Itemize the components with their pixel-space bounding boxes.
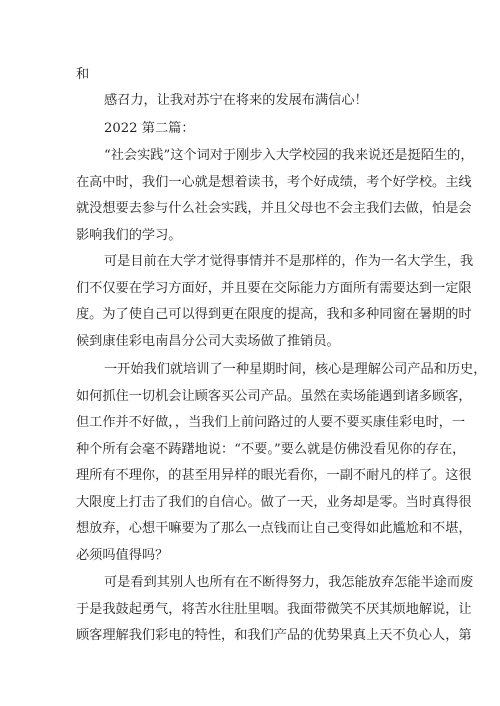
text-line: 就没想要去参与什么社会实践，并且父母也不会主我们去做，怕是会 (76, 201, 472, 216)
text-line: 于是我鼓起勇气，将苦水往肚里咽。我面带微笑不厌其烦地解说，让 (76, 602, 472, 617)
text-line: 度。为了使自己可以得到更在限度的提高，我和多种同窗在暑期的时 (76, 307, 472, 322)
text-line: 在高中时，我们一心就是想着读书，考个好成绩，考个好学校。主线 (76, 175, 472, 190)
text-line: 大限度上打击了我们的自信心。做了一天，业务却是零。当时真得很 (76, 495, 472, 510)
text-line: “社会实践”这个词对于刚步入大学校园的我来说还是挺陌生的， (104, 148, 474, 163)
text-line: 但工作并不好做，，当我们上前问路过的人要不要买康佳彩电时，一 (76, 415, 466, 430)
text-line: 理所有不理你，的甚至用异样的眼光看你，一副不耐凡的样了。这很 (76, 468, 472, 483)
text-line: 可是目前在大学才觉得事情并不是那样的，作为一名大学生，我 (104, 254, 474, 269)
text-line: 顾客理解我们彩电的特性，和我们产品的优势果真上天不负心人，第 (76, 628, 472, 643)
text-line: 感召力，让我对苏宁在将来的发展布满信心！ (104, 93, 368, 108)
text-line: 想放弃，心想干嘛要为了那么一点钱而让自己变得如此尴尬和不堪， (76, 521, 472, 536)
text-line: 种个所有会毫不踌躇地说：“不要。”要么就是仿佛没看见你的存在， (76, 442, 466, 457)
text-line: 和 (76, 67, 90, 82)
section-heading: 2022 第二篇： (104, 121, 195, 136)
text-line: 可是看到其别人也所有在不断得努力，我怎能放弃怎能半途而废 (104, 575, 474, 590)
text-line: 们不仅要在学习方面好，并且要在交际能力方面所有需要达到一定限 (76, 281, 472, 296)
text-line: 候到康佳彩电南昌分公司大卖场做了推销员。 (76, 334, 340, 349)
text-line: 如何抓住一切机会让顾客买公司产品。虽然在卖场能遇到诸多顾客， (76, 389, 472, 404)
text-line: 影响我们的学习。 (76, 228, 182, 243)
text-line: 一开始我们就培训了一种星期时间，核心是理解公司产品和历史， (104, 362, 487, 377)
text-line: 必须吗值得吗？ (76, 548, 169, 563)
